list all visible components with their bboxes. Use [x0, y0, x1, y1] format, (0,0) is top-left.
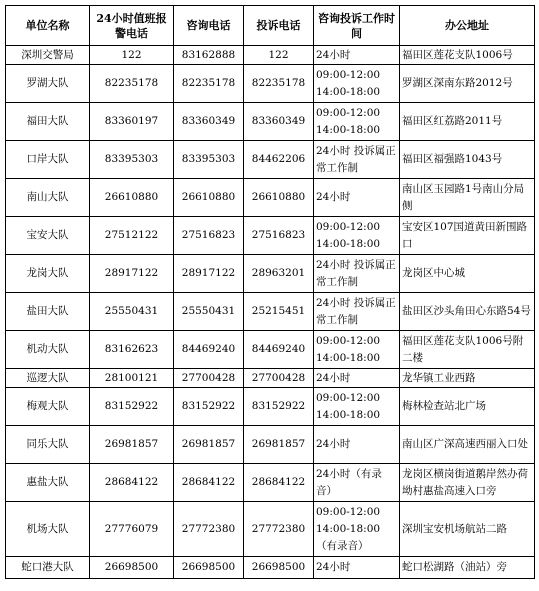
complaint-phone-cell: 84469240	[244, 331, 314, 369]
alarm-phone-cell: 83395303	[90, 141, 174, 179]
header-unit-name: 单位名称	[6, 6, 90, 46]
unit-name-cell: 机动大队	[6, 331, 90, 369]
complaint-phone-cell: 26698500	[244, 557, 314, 579]
working-hours-cell: 09:00-12:00 14:00-18:00	[314, 388, 400, 426]
office-address-cell: 南山区玉园路1号南山分局侧	[400, 179, 535, 217]
table-row	[6, 293, 535, 331]
unit-name-cell: 深圳交警局	[6, 46, 90, 65]
complaint-phone-cell: 28684122	[244, 464, 314, 502]
unit-name-cell: 盐田大队	[6, 293, 90, 331]
alarm-phone-cell: 28917122	[90, 255, 174, 293]
consult-phone-cell: 27772380	[174, 502, 244, 557]
table-row	[6, 464, 535, 502]
working-hours-cell: 09:00-12:00 14:00-18:00	[314, 65, 400, 103]
office-address-cell: 宝安区107国道黄田新围路口	[400, 217, 535, 255]
complaint-phone-cell: 26981857	[244, 426, 314, 464]
unit-name-cell: 机场大队	[6, 502, 90, 557]
working-hours-cell: 24小时	[314, 369, 400, 388]
consult-phone-cell: 83395303	[174, 141, 244, 179]
complaint-phone-cell: 26610880	[244, 179, 314, 217]
alarm-phone-cell: 83360197	[90, 103, 174, 141]
working-hours-cell: 24小时 投诉属正常工作制	[314, 141, 400, 179]
working-hours-cell: 24小时	[314, 179, 400, 217]
consult-phone-cell: 27516823	[174, 217, 244, 255]
alarm-phone-cell: 26610880	[90, 179, 174, 217]
header-office-address: 办公地址	[400, 6, 535, 46]
complaint-phone-cell: 122	[244, 46, 314, 65]
unit-name-cell: 南山大队	[6, 179, 90, 217]
working-hours-cell: 24小时	[314, 426, 400, 464]
consult-phone-cell: 25550431	[174, 293, 244, 331]
consult-phone-cell: 83152922	[174, 388, 244, 426]
consult-phone-cell: 26981857	[174, 426, 244, 464]
office-address-cell: 深圳宝安机场航站二路	[400, 502, 535, 557]
table-row	[6, 141, 535, 179]
table-row	[6, 331, 535, 369]
complaint-phone-cell: 83360349	[244, 103, 314, 141]
unit-name-cell: 口岸大队	[6, 141, 90, 179]
office-address-cell: 盐田区沙头角田心东路54号	[400, 293, 535, 331]
complaint-phone-cell: 83152922	[244, 388, 314, 426]
table-row	[6, 65, 535, 103]
complaint-phone-cell: 84462206	[244, 141, 314, 179]
working-hours-cell: 09:00-12:00 14:00-18:00	[314, 103, 400, 141]
unit-name-cell: 龙岗大队	[6, 255, 90, 293]
table-row	[6, 426, 535, 464]
working-hours-cell: 24小时	[314, 557, 400, 579]
unit-name-cell: 蛇口港大队	[6, 557, 90, 579]
office-address-cell: 罗湖区深南东路2012号	[400, 65, 535, 103]
alarm-phone-cell: 83162623	[90, 331, 174, 369]
alarm-phone-cell: 28100121	[90, 369, 174, 388]
consult-phone-cell: 28917122	[174, 255, 244, 293]
table-row	[6, 217, 535, 255]
table-body	[6, 46, 535, 579]
alarm-phone-cell: 28684122	[90, 464, 174, 502]
working-hours-cell: 09:00-12:00 14:00-18:00 （有录音）	[314, 502, 400, 557]
unit-name-cell: 福田大队	[6, 103, 90, 141]
alarm-phone-cell: 25550431	[90, 293, 174, 331]
office-address-cell: 蛇口松湖路（油站）旁	[400, 557, 535, 579]
consult-phone-cell: 83162888	[174, 46, 244, 65]
consult-phone-cell: 82235178	[174, 65, 244, 103]
table-row	[6, 502, 535, 557]
working-hours-cell: 24小时 投诉属正常工作制	[314, 255, 400, 293]
office-address-cell: 福田区莲花支队1006号	[400, 46, 535, 65]
working-hours-cell: 09:00-12:00 14:00-18:00	[314, 217, 400, 255]
unit-name-cell: 宝安大队	[6, 217, 90, 255]
unit-name-cell: 惠盐大队	[6, 464, 90, 502]
complaint-phone-cell: 28963201	[244, 255, 314, 293]
office-address-cell: 福田区莲花支队1006号附二楼	[400, 331, 535, 369]
working-hours-cell: 24小时（有录音）	[314, 464, 400, 502]
consult-phone-cell: 26610880	[174, 179, 244, 217]
alarm-phone-cell: 27776079	[90, 502, 174, 557]
header-alarm-phone: 24小时值班报警电话	[90, 6, 174, 46]
alarm-phone-cell: 83152922	[90, 388, 174, 426]
alarm-phone-cell: 26698500	[90, 557, 174, 579]
header-row	[6, 6, 535, 46]
office-address-cell: 龙岗区横岗街道鹅岸然办荷坳村惠盐高速入口旁	[400, 464, 535, 502]
table-row	[6, 46, 535, 65]
table-row	[6, 255, 535, 293]
alarm-phone-cell: 82235178	[90, 65, 174, 103]
header-consult-phone: 咨询电话	[174, 6, 244, 46]
office-address-cell: 龙岗区中心城	[400, 255, 535, 293]
table-row	[6, 103, 535, 141]
traffic-police-contact-table	[5, 5, 535, 579]
office-address-cell: 龙华镇工业西路	[400, 369, 535, 388]
unit-name-cell: 巡逻大队	[6, 369, 90, 388]
unit-name-cell: 同乐大队	[6, 426, 90, 464]
consult-phone-cell: 28684122	[174, 464, 244, 502]
table-row	[6, 369, 535, 388]
consult-phone-cell: 84469240	[174, 331, 244, 369]
office-address-cell: 福田区福强路1043号	[400, 141, 535, 179]
office-address-cell: 梅林检查站北广场	[400, 388, 535, 426]
table-row	[6, 179, 535, 217]
complaint-phone-cell: 27772380	[244, 502, 314, 557]
working-hours-cell: 24小时 投诉属正常工作制	[314, 293, 400, 331]
consult-phone-cell: 83360349	[174, 103, 244, 141]
office-address-cell: 南山区广深高速西丽入口处	[400, 426, 535, 464]
header-complaint-phone: 投诉电话	[244, 6, 314, 46]
office-address-cell: 福田区红荔路2011号	[400, 103, 535, 141]
unit-name-cell: 梅观大队	[6, 388, 90, 426]
complaint-phone-cell: 25215451	[244, 293, 314, 331]
complaint-phone-cell: 27700428	[244, 369, 314, 388]
alarm-phone-cell: 27512122	[90, 217, 174, 255]
working-hours-cell: 24小时	[314, 46, 400, 65]
complaint-phone-cell: 82235178	[244, 65, 314, 103]
working-hours-cell: 09:00-12:00 14:00-18:00	[314, 331, 400, 369]
table-row	[6, 557, 535, 579]
consult-phone-cell: 27700428	[174, 369, 244, 388]
header-working-hours: 咨询投诉工作时间	[314, 6, 400, 46]
unit-name-cell: 罗湖大队	[6, 65, 90, 103]
table-row	[6, 388, 535, 426]
alarm-phone-cell: 122	[90, 46, 174, 65]
complaint-phone-cell: 27516823	[244, 217, 314, 255]
consult-phone-cell: 26698500	[174, 557, 244, 579]
alarm-phone-cell: 26981857	[90, 426, 174, 464]
